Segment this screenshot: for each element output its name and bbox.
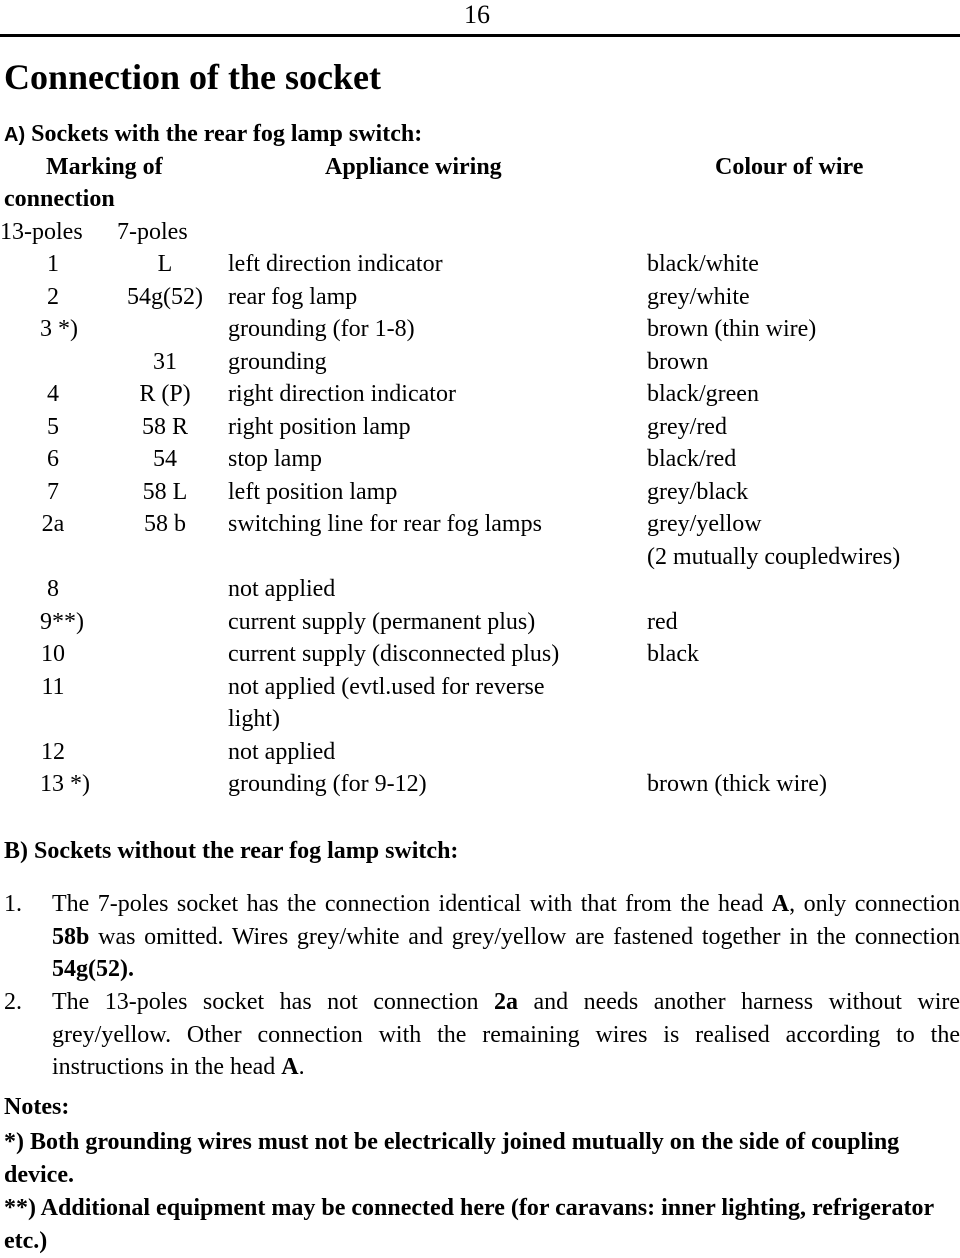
table-row [0,609,960,641]
cell-appliance-wiring: right direction indicator [228,381,456,407]
table-row [0,739,960,771]
cell-7-poles: L [157,251,173,277]
cell-13-poles: 6 [47,446,59,472]
cell-appliance-wiring: left position lamp [228,478,398,505]
cell-appliance-wiring: grounding (for 1-8) [228,316,415,342]
cell-13-poles: 10 [41,641,65,667]
cell-appliance-wiring: not applied [228,738,336,765]
note-1: *) Both grounding wires must not be electrically joined mutually on the side of coupling device. [4,1129,900,1188]
cell-wire-colour: brown [647,348,709,375]
cell-appliance-wiring: grounding (for 9-12) [228,771,427,797]
cell-appliance-wiring: current supply (permanent plus) [228,608,536,635]
cell-appliance-wiring: grounding [228,348,327,375]
cell-wire-colour: brown (thin wire) [647,316,817,342]
subheader-13-poles: 13-poles [0,219,83,245]
subheader-7-poles: 7-poles [117,219,188,245]
list-item-number: 2. [4,989,22,1015]
cell-13-poles: 4 [47,381,59,407]
section-a-title: Sockets with the rear fog lamp switch: [31,121,423,147]
list-item-text: The 13-poles socket has not connection 2a and needs another harness without wire grey/yellow. Other connection with the remaining wires is realised according to the instructions in the head A. [52,989,960,1080]
table-row [0,446,960,478]
table-row [0,641,960,673]
table-row [0,511,960,543]
cell-7-poles: 58 R [141,413,188,440]
section-a-letter: A) [4,124,26,146]
cell-appliance-wiring: not applied (evtl.used for reverse [228,673,545,700]
header-colour: Colour of wire [715,154,864,180]
table-row [0,414,960,446]
cell-appliance-wiring: left direction indicator [228,251,443,277]
cell-13-poles: 7 [47,478,59,505]
cell-appliance-wiring: not applied [228,576,336,602]
cell-appliance-wiring: light) [228,706,280,732]
table-row [0,771,960,803]
cell-wire-colour: black/white [647,251,759,277]
page-title: Connection of the socket [4,57,381,97]
cell-wire-colour: black [647,641,699,667]
section-b-heading: B) Sockets without the rear fog lamp switch: [4,838,459,864]
cell-13-poles: 8 [47,576,59,602]
note-2: **) Additional equipment may be connected here (for caravans: inner lighting, refrigerator etc.) [4,1195,934,1254]
list-item-number: 1. [4,891,22,917]
table-row [0,316,960,348]
cell-7-poles: 58 L [142,478,188,505]
table-row [0,674,960,706]
header-rule [0,34,960,37]
cell-13-poles: 11 [41,673,65,700]
cell-appliance-wiring: current supply (disconnected plus) [228,641,560,667]
table-row [0,706,960,738]
cell-13-poles: 3 *) [40,316,78,342]
cell-appliance-wiring: switching line for rear fog lamps [228,511,542,537]
cell-7-poles: 58 b [144,511,186,537]
cell-13-poles: 2 [47,283,59,310]
header-marking: Marking of [46,154,163,180]
notes-heading: Notes: [4,1094,70,1120]
cell-wire-colour: grey/black [647,478,749,505]
cell-13-poles: 5 [47,413,59,440]
cell-7-poles: R (P) [139,381,191,407]
table-row [0,349,960,381]
cell-wire-colour: grey/white [647,283,750,310]
cell-wire-colour: black/red [647,446,737,472]
list-item-text: The 7-poles socket has the connection identical with that from the head A, only connection 58b was omitted. Wires grey/white and grey/yellow are fastened together in the connection 54g(52). [52,891,960,982]
cell-7-poles: 54g(52) [127,283,203,310]
cell-appliance-wiring: rear fog lamp [228,283,358,310]
header-wiring: Appliance wiring [325,154,502,180]
cell-13-poles: 2a [41,511,65,537]
table-row [0,284,960,316]
cell-wire-colour: (2 mutually coupledwires) [647,543,901,570]
cell-wire-colour: red [647,608,678,635]
cell-7-poles: 31 [153,348,177,375]
cell-wire-colour: grey/yellow [647,511,762,537]
cell-appliance-wiring: stop lamp [228,446,322,472]
cell-wire-colour: brown (thick wire) [647,771,827,797]
table-row [0,544,960,576]
cell-13-poles: 12 [41,738,65,765]
section-a-heading [4,121,422,148]
table-row [0,576,960,608]
page-number: 16 [464,0,490,29]
cell-wire-colour: grey/red [647,413,727,440]
header-connection: connection [4,186,115,212]
cell-13-poles: 1 [47,251,59,277]
cell-appliance-wiring: right position lamp [228,413,411,440]
cell-13-poles: 13 *) [40,771,90,797]
table-row [0,479,960,511]
cell-wire-colour: black/green [647,381,759,407]
table-row [0,251,960,283]
table-row [0,381,960,413]
cell-13-poles: 9**) [40,608,84,635]
cell-7-poles: 54 [153,446,177,472]
